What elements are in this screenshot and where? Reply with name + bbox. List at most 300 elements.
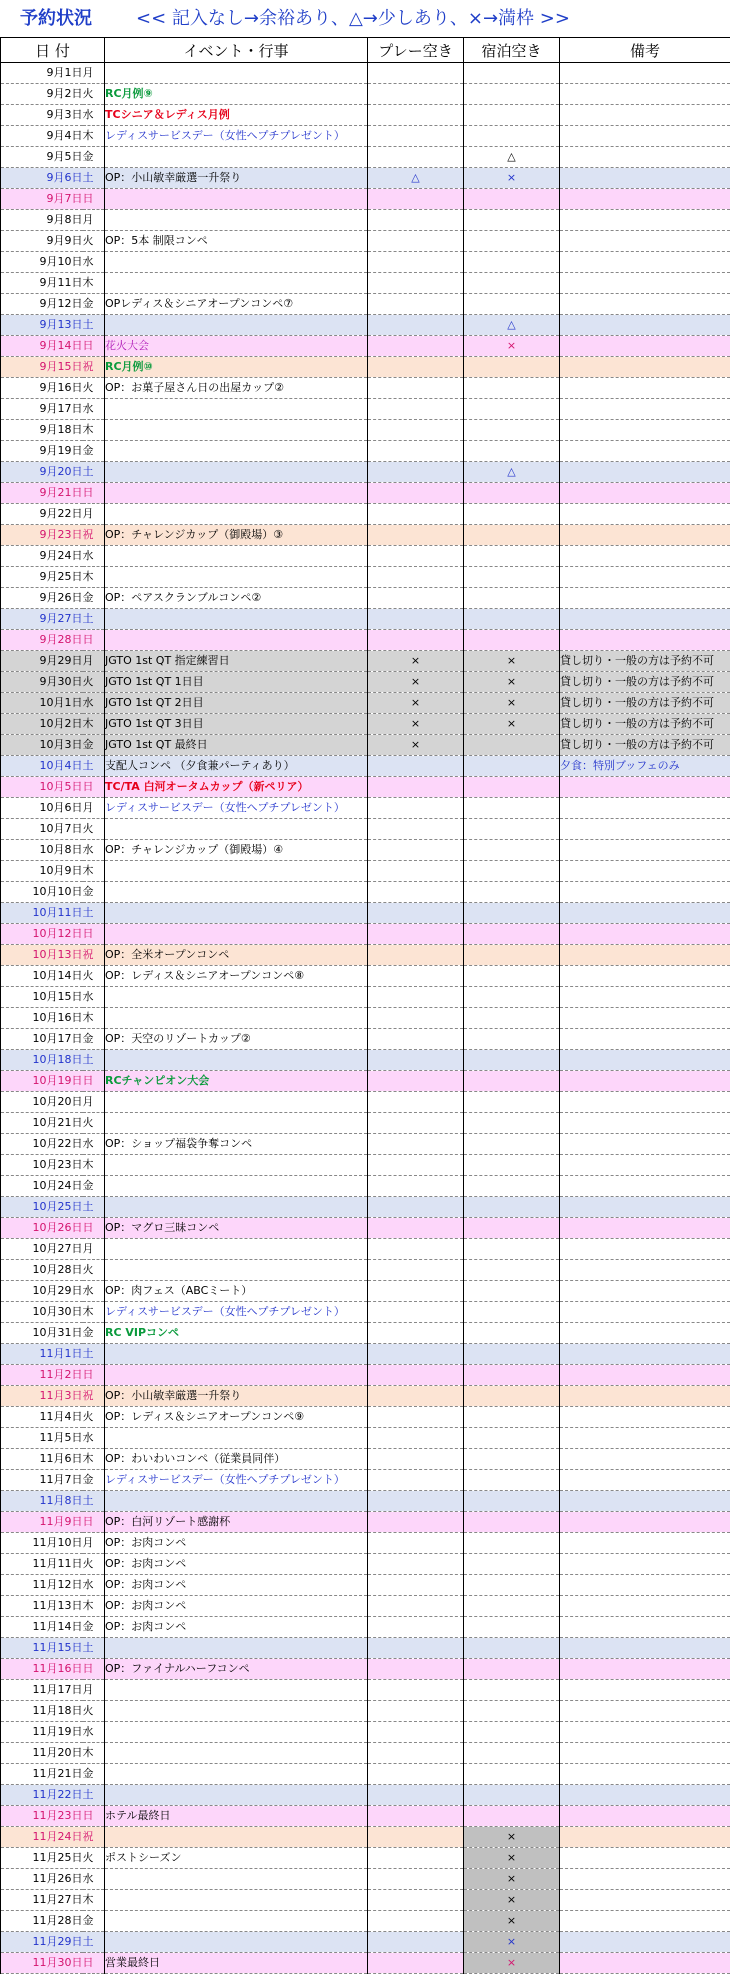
event-cell: OP：お菓子屋さん日の出屋カップ②	[105, 378, 368, 399]
note-cell	[560, 1302, 730, 1323]
event-cell	[105, 1722, 368, 1743]
weekday-cell: 水	[83, 1575, 105, 1596]
weekday-cell: 火	[83, 1701, 105, 1722]
stay-availability-cell: ×	[464, 1869, 560, 1890]
weekday-cell: 日	[83, 1806, 105, 1827]
table-row	[1, 1659, 730, 1680]
table-row	[1, 189, 730, 210]
stay-availability-cell	[464, 1239, 560, 1260]
play-availability-cell	[368, 1596, 464, 1617]
weekday-cell: 金	[83, 735, 105, 756]
table-row	[1, 1449, 730, 1470]
event-cell	[105, 987, 368, 1008]
weekday-cell: 金	[83, 1029, 105, 1050]
date-cell: 11月1日	[1, 1344, 83, 1365]
event-cell	[105, 861, 368, 882]
event-cell	[105, 1155, 368, 1176]
stay-availability-cell: ×	[464, 1848, 560, 1869]
event-cell	[105, 273, 368, 294]
stay-availability-cell	[464, 441, 560, 462]
note-cell	[560, 189, 730, 210]
stay-availability-cell	[464, 924, 560, 945]
date-cell: 9月29日	[1, 651, 83, 672]
play-availability-cell: ×	[368, 693, 464, 714]
event-cell: OP：肉フェス（ABCミート）	[105, 1281, 368, 1302]
date-cell: 11月21日	[1, 1764, 83, 1785]
table-row	[1, 1428, 730, 1449]
stay-availability-cell	[464, 840, 560, 861]
note-cell	[560, 1953, 730, 1974]
stay-availability-cell	[464, 1554, 560, 1575]
note-cell	[560, 630, 730, 651]
play-availability-cell	[368, 378, 464, 399]
page-title: 予約状況	[20, 8, 92, 29]
note-cell: 貸し切り・一般の方は予約不可	[560, 651, 730, 672]
play-availability-cell	[368, 777, 464, 798]
note-cell	[560, 882, 730, 903]
note-cell	[560, 1386, 730, 1407]
date-cell: 11月24日	[1, 1827, 83, 1848]
table-row	[1, 147, 730, 168]
date-cell: 10月12日	[1, 924, 83, 945]
play-availability-cell	[368, 294, 464, 315]
event-cell: OP：お肉コンペ	[105, 1575, 368, 1596]
event-cell: レディスサービスデー（女性ヘプチプレゼント）	[105, 798, 368, 819]
weekday-cell: 土	[83, 168, 105, 189]
weekday-cell: 土	[83, 1638, 105, 1659]
play-availability-cell	[368, 567, 464, 588]
play-availability-cell	[368, 1554, 464, 1575]
stay-availability-cell	[464, 987, 560, 1008]
legend-text: << 記入なし→余裕あり、△→少しあり、×→満枠 >>	[136, 8, 570, 29]
stay-availability-cell	[464, 84, 560, 105]
event-cell: OP：チャレンジカップ（御殿場）④	[105, 840, 368, 861]
event-cell: OP：天空のリゾートカップ②	[105, 1029, 368, 1050]
note-cell	[560, 336, 730, 357]
play-availability-cell	[368, 231, 464, 252]
note-cell	[560, 1512, 730, 1533]
date-cell: 9月27日	[1, 609, 83, 630]
table-row	[1, 1092, 730, 1113]
stay-availability-cell	[464, 798, 560, 819]
note-cell	[560, 546, 730, 567]
play-availability-cell	[368, 504, 464, 525]
event-cell	[105, 1827, 368, 1848]
weekday-cell: 金	[83, 588, 105, 609]
event-cell	[105, 1239, 368, 1260]
weekday-cell: 金	[83, 294, 105, 315]
weekday-cell: 祝	[83, 1827, 105, 1848]
stay-availability-cell	[464, 756, 560, 777]
stay-availability-cell	[464, 1785, 560, 1806]
weekday-cell: 水	[83, 840, 105, 861]
play-availability-cell	[368, 483, 464, 504]
stay-availability-cell	[464, 1029, 560, 1050]
note-cell	[560, 357, 730, 378]
date-cell: 9月6日	[1, 168, 83, 189]
event-cell	[105, 1092, 368, 1113]
play-availability-cell	[368, 441, 464, 462]
stay-availability-cell: ×	[464, 1890, 560, 1911]
play-availability-cell	[368, 1134, 464, 1155]
date-cell: 9月17日	[1, 399, 83, 420]
stay-availability-cell	[464, 105, 560, 126]
note-cell	[560, 147, 730, 168]
table-row	[1, 546, 730, 567]
stay-availability-cell	[464, 1449, 560, 1470]
date-cell: 11月3日	[1, 1386, 83, 1407]
table-row	[1, 924, 730, 945]
play-availability-cell	[368, 924, 464, 945]
note-cell	[560, 966, 730, 987]
play-availability-cell	[368, 1470, 464, 1491]
table-row	[1, 714, 730, 735]
stay-availability-cell	[464, 273, 560, 294]
event-cell: RC月例⑨	[105, 84, 368, 105]
note-cell	[560, 504, 730, 525]
table-row	[1, 861, 730, 882]
stay-availability-cell	[464, 1008, 560, 1029]
stay-availability-cell	[464, 1365, 560, 1386]
table-row	[1, 1764, 730, 1785]
date-cell: 10月10日	[1, 882, 83, 903]
play-availability-cell	[368, 315, 464, 336]
table-row	[1, 525, 730, 546]
event-cell	[105, 546, 368, 567]
weekday-cell: 火	[83, 819, 105, 840]
weekday-cell: 水	[83, 987, 105, 1008]
date-cell: 9月26日	[1, 588, 83, 609]
event-cell: OP：お肉コンペ	[105, 1554, 368, 1575]
table-row	[1, 504, 730, 525]
date-cell: 10月18日	[1, 1050, 83, 1071]
table-row	[1, 168, 730, 189]
event-cell: OP：ショップ福袋争奪コンペ	[105, 1134, 368, 1155]
note-cell	[560, 1659, 730, 1680]
weekday-cell: 木	[83, 1008, 105, 1029]
table-row	[1, 1050, 730, 1071]
play-availability-cell	[368, 1932, 464, 1953]
date-cell: 9月13日	[1, 315, 83, 336]
weekday-cell: 金	[83, 1323, 105, 1344]
weekday-cell: 水	[83, 1869, 105, 1890]
stay-availability-cell	[464, 1281, 560, 1302]
weekday-cell: 木	[83, 126, 105, 147]
weekday-cell: 火	[83, 1260, 105, 1281]
weekday-cell: 土	[83, 1197, 105, 1218]
event-cell	[105, 882, 368, 903]
play-availability-cell	[368, 1848, 464, 1869]
weekday-cell: 金	[83, 1764, 105, 1785]
event-cell: OP：レディス＆シニアオープンコンペ⑧	[105, 966, 368, 987]
stay-availability-cell	[464, 1302, 560, 1323]
play-availability-cell	[368, 147, 464, 168]
play-availability-cell	[368, 1428, 464, 1449]
play-availability-cell: ×	[368, 651, 464, 672]
table-row	[1, 441, 730, 462]
weekday-cell: 日	[83, 1659, 105, 1680]
play-availability-cell	[368, 546, 464, 567]
play-availability-cell	[368, 1113, 464, 1134]
play-availability-cell	[368, 1617, 464, 1638]
event-cell	[105, 315, 368, 336]
date-cell: 9月24日	[1, 546, 83, 567]
weekday-cell: 祝	[83, 525, 105, 546]
note-cell	[560, 1470, 730, 1491]
table-row	[1, 567, 730, 588]
weekday-cell: 土	[83, 609, 105, 630]
event-cell	[105, 609, 368, 630]
note-cell	[560, 1407, 730, 1428]
weekday-cell: 木	[83, 1596, 105, 1617]
table-row	[1, 945, 730, 966]
event-cell: OP：お肉コンペ	[105, 1617, 368, 1638]
note-cell	[560, 1365, 730, 1386]
date-cell: 9月3日	[1, 105, 83, 126]
date-cell: 9月21日	[1, 483, 83, 504]
play-availability-cell	[368, 1323, 464, 1344]
stay-availability-cell	[464, 1659, 560, 1680]
weekday-cell: 月	[83, 1092, 105, 1113]
play-availability-cell	[368, 462, 464, 483]
note-cell	[560, 1680, 730, 1701]
stay-availability-cell	[464, 1428, 560, 1449]
date-cell: 9月20日	[1, 462, 83, 483]
stay-availability-cell: △	[464, 462, 560, 483]
weekday-cell: 木	[83, 714, 105, 735]
note-cell	[560, 315, 730, 336]
date-cell: 9月15日	[1, 357, 83, 378]
play-availability-cell	[368, 987, 464, 1008]
event-cell: レディスサービスデー（女性ヘプチプレゼント）	[105, 126, 368, 147]
stay-availability-cell	[464, 210, 560, 231]
note-cell	[560, 63, 730, 84]
table-row	[1, 756, 730, 777]
stay-availability-cell	[464, 357, 560, 378]
date-cell: 10月14日	[1, 966, 83, 987]
stay-availability-cell	[464, 1407, 560, 1428]
play-availability-cell	[368, 1029, 464, 1050]
date-cell: 11月26日	[1, 1869, 83, 1890]
event-cell	[105, 1428, 368, 1449]
stay-availability-cell	[464, 903, 560, 924]
weekday-cell: 日	[83, 1512, 105, 1533]
weekday-cell: 木	[83, 567, 105, 588]
weekday-cell: 金	[83, 1617, 105, 1638]
table-row	[1, 777, 730, 798]
table-row	[1, 1365, 730, 1386]
stay-availability-cell	[464, 1071, 560, 1092]
note-cell	[560, 903, 730, 924]
event-cell	[105, 630, 368, 651]
play-availability-cell	[368, 945, 464, 966]
event-cell	[105, 819, 368, 840]
event-cell: JGTO 1st QT 最終日	[105, 735, 368, 756]
note-cell	[560, 1890, 730, 1911]
weekday-cell: 木	[83, 1449, 105, 1470]
date-cell: 11月15日	[1, 1638, 83, 1659]
date-cell: 9月25日	[1, 567, 83, 588]
event-cell	[105, 63, 368, 84]
event-cell	[105, 1890, 368, 1911]
date-cell: 10月9日	[1, 861, 83, 882]
stay-availability-cell: ×	[464, 1827, 560, 1848]
stay-availability-cell	[464, 1197, 560, 1218]
table-row	[1, 651, 730, 672]
table-row	[1, 399, 730, 420]
stay-availability-cell	[464, 546, 560, 567]
date-cell: 10月6日	[1, 798, 83, 819]
weekday-cell: 土	[83, 1785, 105, 1806]
play-availability-cell	[368, 609, 464, 630]
play-availability-cell	[368, 1071, 464, 1092]
table-row	[1, 1680, 730, 1701]
table-row	[1, 462, 730, 483]
note-cell	[560, 567, 730, 588]
date-cell: 9月11日	[1, 273, 83, 294]
table-row	[1, 1155, 730, 1176]
event-cell: TCシニア＆レディス月例	[105, 105, 368, 126]
date-cell: 10月30日	[1, 1302, 83, 1323]
event-cell: OP：全米オープンコンペ	[105, 945, 368, 966]
stay-availability-cell	[464, 525, 560, 546]
event-cell: OP：お肉コンペ	[105, 1596, 368, 1617]
weekday-cell: 祝	[83, 945, 105, 966]
event-cell	[105, 462, 368, 483]
weekday-cell: 金	[83, 441, 105, 462]
date-cell: 11月2日	[1, 1365, 83, 1386]
table-row	[1, 210, 730, 231]
event-cell	[105, 1743, 368, 1764]
weekday-cell: 火	[83, 672, 105, 693]
note-cell	[560, 840, 730, 861]
col-header-date: 日 付	[1, 38, 105, 63]
play-availability-cell	[368, 1260, 464, 1281]
stay-availability-cell	[464, 1512, 560, 1533]
weekday-cell: 祝	[83, 357, 105, 378]
event-cell: JGTO 1st QT 2日目	[105, 693, 368, 714]
note-cell: 貸し切り・一般の方は予約不可	[560, 714, 730, 735]
note-cell	[560, 1071, 730, 1092]
play-availability-cell	[368, 1281, 464, 1302]
play-availability-cell	[368, 84, 464, 105]
date-cell: 9月23日	[1, 525, 83, 546]
stay-availability-cell: ×	[464, 672, 560, 693]
note-cell	[560, 1050, 730, 1071]
note-cell	[560, 1197, 730, 1218]
weekday-cell: 月	[83, 63, 105, 84]
event-cell	[105, 210, 368, 231]
weekday-cell: 土	[83, 462, 105, 483]
weekday-cell: 火	[83, 1113, 105, 1134]
play-availability-cell	[368, 1722, 464, 1743]
play-availability-cell	[368, 1869, 464, 1890]
event-cell	[105, 1638, 368, 1659]
date-cell: 10月11日	[1, 903, 83, 924]
table-row	[1, 1176, 730, 1197]
stay-availability-cell	[464, 819, 560, 840]
table-row	[1, 1071, 730, 1092]
note-cell	[560, 84, 730, 105]
note-cell	[560, 1743, 730, 1764]
col-header-note: 備考	[560, 38, 730, 63]
date-cell: 10月28日	[1, 1260, 83, 1281]
play-availability-cell	[368, 1344, 464, 1365]
play-availability-cell	[368, 1785, 464, 1806]
stay-availability-cell: △	[464, 147, 560, 168]
play-availability-cell	[368, 1092, 464, 1113]
event-cell: JGTO 1st QT 指定練習日	[105, 651, 368, 672]
stay-availability-cell: ×	[464, 714, 560, 735]
play-availability-cell	[368, 525, 464, 546]
stay-availability-cell	[464, 1617, 560, 1638]
weekday-cell: 日	[83, 336, 105, 357]
date-cell: 9月8日	[1, 210, 83, 231]
date-cell: 10月2日	[1, 714, 83, 735]
table-row	[1, 1575, 730, 1596]
note-cell	[560, 483, 730, 504]
table-row	[1, 1533, 730, 1554]
event-cell: ポストシーズン	[105, 1848, 368, 1869]
note-cell	[560, 252, 730, 273]
event-cell	[105, 1701, 368, 1722]
weekday-cell: 火	[83, 84, 105, 105]
date-cell: 10月23日	[1, 1155, 83, 1176]
col-header-event: イベント・行事	[105, 38, 368, 63]
play-availability-cell	[368, 1680, 464, 1701]
play-availability-cell	[368, 210, 464, 231]
date-cell: 11月5日	[1, 1428, 83, 1449]
play-availability-cell	[368, 189, 464, 210]
note-cell	[560, 1806, 730, 1827]
stay-availability-cell: ×	[464, 1932, 560, 1953]
table-row	[1, 1197, 730, 1218]
date-cell: 10月3日	[1, 735, 83, 756]
note-cell	[560, 378, 730, 399]
table-row	[1, 1911, 730, 1932]
play-availability-cell	[368, 1575, 464, 1596]
weekday-cell: 月	[83, 651, 105, 672]
play-availability-cell	[368, 1218, 464, 1239]
event-cell	[105, 924, 368, 945]
note-cell	[560, 210, 730, 231]
play-availability-cell: △	[368, 168, 464, 189]
weekday-cell: 月	[83, 1680, 105, 1701]
weekday-cell: 金	[83, 147, 105, 168]
table-row	[1, 735, 730, 756]
event-cell	[105, 1344, 368, 1365]
weekday-cell: 木	[83, 420, 105, 441]
event-cell: OP：レディス＆シニアオープンコンペ⑨	[105, 1407, 368, 1428]
stay-availability-cell	[464, 777, 560, 798]
stay-availability-cell	[464, 588, 560, 609]
play-availability-cell	[368, 966, 464, 987]
note-cell	[560, 1785, 730, 1806]
weekday-cell: 日	[83, 483, 105, 504]
note-cell	[560, 525, 730, 546]
table-row	[1, 1407, 730, 1428]
play-availability-cell	[368, 903, 464, 924]
date-cell: 9月7日	[1, 189, 83, 210]
table-row	[1, 1848, 730, 1869]
weekday-cell: 日	[83, 924, 105, 945]
note-cell	[560, 1722, 730, 1743]
date-cell: 11月22日	[1, 1785, 83, 1806]
stay-availability-cell	[464, 1134, 560, 1155]
play-availability-cell	[368, 1911, 464, 1932]
weekday-cell: 土	[83, 903, 105, 924]
date-cell: 10月7日	[1, 819, 83, 840]
